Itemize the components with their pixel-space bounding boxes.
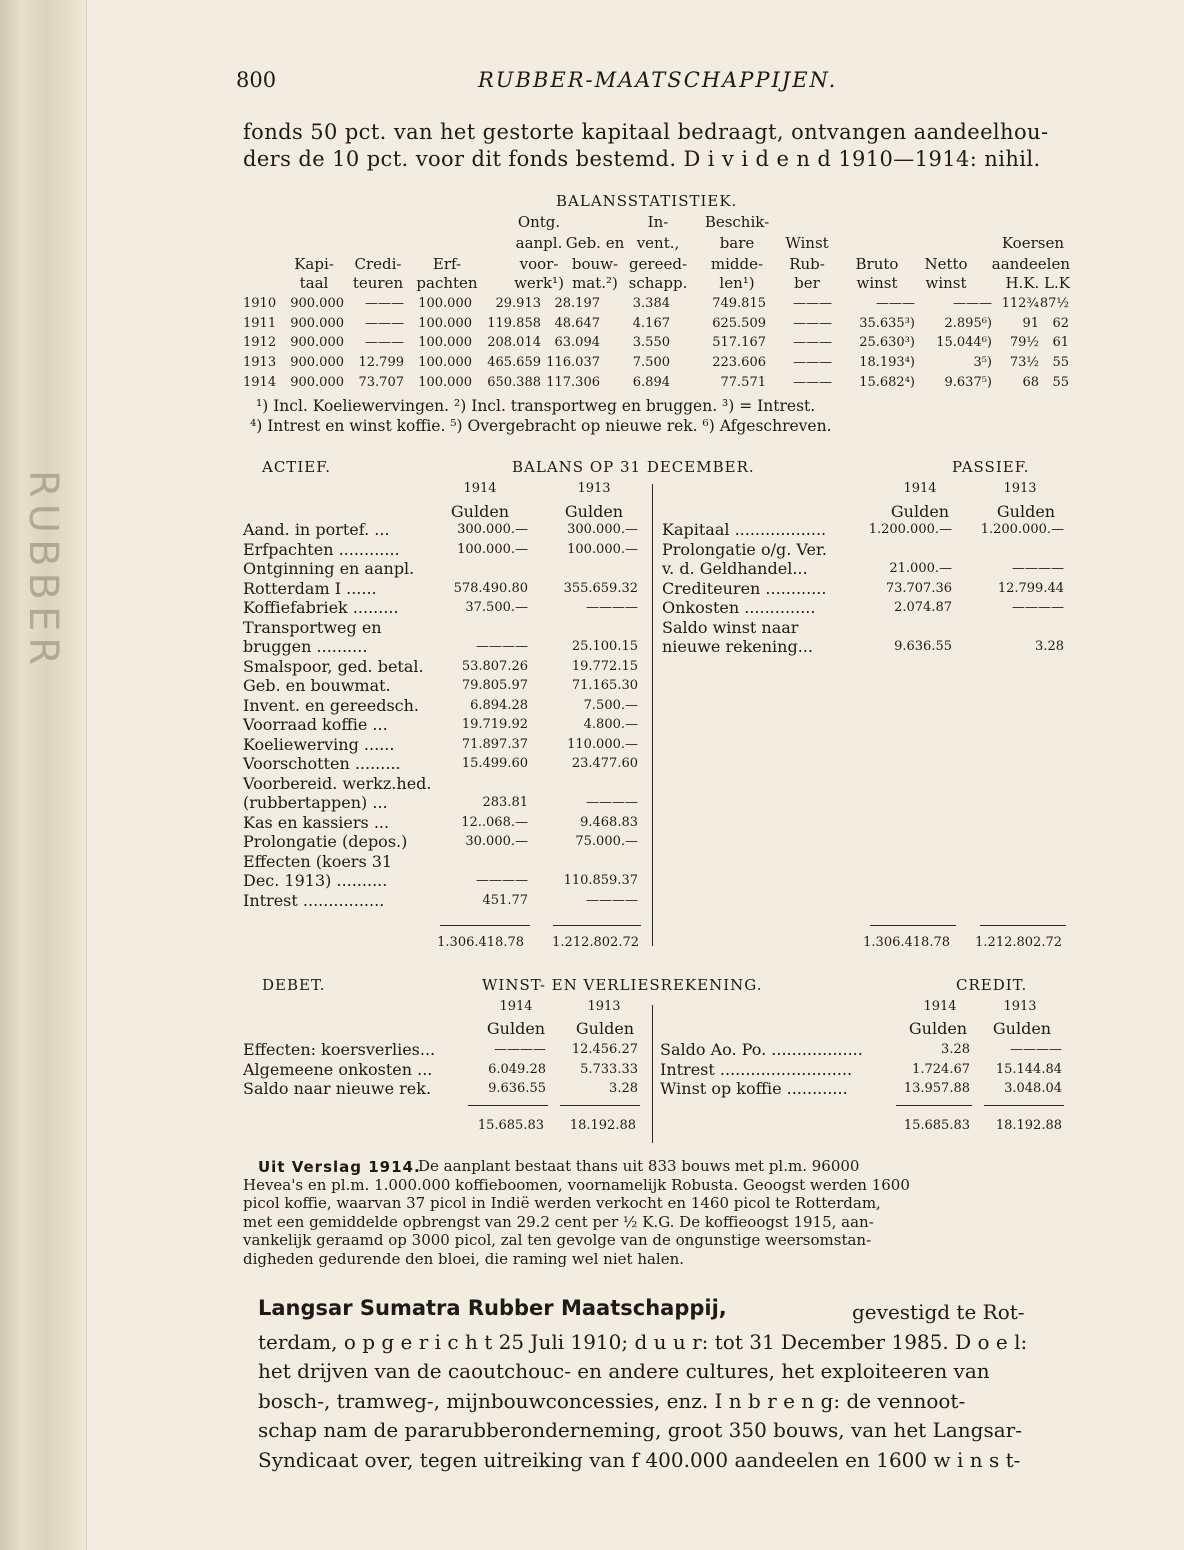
credit-1913: 15.144.84 <box>995 1061 1062 1077</box>
stats-header-ontginning: voor- <box>519 255 559 273</box>
stats-header-beschikbaar: Beschik- <box>704 213 770 231</box>
passief-label: nieuwe rekening... <box>662 637 813 656</box>
debet-1913: 12.456.27 <box>571 1042 638 1057</box>
passief-1913: 3.28 <box>1035 639 1064 654</box>
actief-1913: ———— <box>586 892 638 908</box>
stats-header-crediteuren: Credi- <box>354 255 402 273</box>
stats-cell-inventaris: 6.894 <box>632 374 670 390</box>
stats-cell-netto: 2.895⁶) <box>944 315 992 331</box>
actief-1914: 100.000.— <box>457 541 528 557</box>
passief-1914: 9.636.55 <box>894 639 952 654</box>
actief-unit: Gulden <box>564 502 624 521</box>
stats-header-bruto: winst <box>856 274 898 292</box>
stats-header-winst_rubber: Rub- <box>789 255 825 273</box>
passief-1913: 1.200.000.— <box>980 522 1064 537</box>
stats-cell-erfpachten: 100.000 <box>418 374 472 390</box>
debet-1914: 9.636.55 <box>488 1081 546 1096</box>
stats-header-inventaris: schapp. <box>628 274 688 292</box>
page-number: 800 <box>236 68 277 92</box>
actief-label: Voorraad koffie ... <box>243 715 388 734</box>
stats-cell-bruto: 15.682⁴) <box>859 374 915 390</box>
stats-cell-inventaris: 3.550 <box>632 335 670 351</box>
debet-label: Saldo naar nieuwe rek. <box>243 1079 432 1098</box>
actief-1914: 578.490.80 <box>453 580 528 596</box>
stats-cell-ontginning: 650.388 <box>487 374 541 390</box>
stats-header-erfpachten: Erf- <box>432 255 462 273</box>
stats-header-bruto: Bruto <box>855 255 899 273</box>
stats-header-kapitaal: taal <box>299 274 329 292</box>
stats-cell-lk: 61 <box>1052 335 1069 351</box>
actief-total-1913: 1.212.802.72 <box>552 935 639 950</box>
stats-cell-kapitaal: 900.000 <box>290 355 344 371</box>
stats-cell-beschikbaar: 223.606 <box>712 355 766 371</box>
stats-cell-lk: 87½ <box>1039 296 1069 311</box>
company-line: gevestigd te Rot- <box>852 1300 1025 1324</box>
stats-header-kapitaal: Kapi- <box>294 255 334 273</box>
stats-cell-inventaris: 4.167 <box>632 315 670 331</box>
actief-year-1914: 1914 <box>463 481 497 496</box>
passief-unit: Gulden <box>996 502 1056 521</box>
stats-cell-jaar: 1914 <box>243 374 277 390</box>
actief-total-rule <box>440 925 530 926</box>
stats-cell-kapitaal: 900.000 <box>290 296 344 311</box>
stats-cell-ontginning: 29.913 <box>495 296 541 311</box>
debet-total-rule <box>560 1105 640 1106</box>
stats-cell-lk: 55 <box>1052 355 1069 371</box>
stats-header-gebouwen: bouw- <box>571 255 619 273</box>
actief-1913: ———— <box>586 600 638 615</box>
actief-label: Invent. en gereedsch. <box>243 695 419 715</box>
stats-header-ontginning: werk¹) <box>514 274 564 292</box>
stats-cell-winst_rubber: ——— <box>793 335 832 351</box>
actief-1913: ———— <box>586 795 638 810</box>
actief-label: (rubbertappen) ... <box>243 793 388 812</box>
credit-title: CREDIT. <box>956 976 1028 994</box>
credit-label: Intrest .......................... <box>660 1059 853 1079</box>
passief-total-rule <box>870 925 956 926</box>
stats-header-crediteuren: teuren <box>352 274 404 292</box>
actief-1913: 9.468.83 <box>580 814 638 830</box>
stats-cell-winst_rubber: ——— <box>793 355 832 371</box>
credit-total-rule <box>984 1105 1064 1106</box>
stats-cell-crediteuren: ——— <box>365 315 404 331</box>
stats-cell-hk: 91 <box>1022 315 1039 331</box>
actief-label: bruggen .......... <box>243 637 368 656</box>
credit-label: Winst op koffie ............ <box>660 1079 848 1098</box>
actief-label: Prolongatie (depos.) <box>243 832 408 851</box>
stats-cell-ontginning: 208.014 <box>487 335 541 351</box>
actief-label: Effecten (koers 31 <box>243 851 393 871</box>
stats-header-ontginning: Ontg. <box>517 213 561 231</box>
stats-cell-hk: 68 <box>1022 374 1039 390</box>
credit-1914: 13.957.88 <box>903 1081 970 1096</box>
actief-1914: 71.897.37 <box>461 736 528 752</box>
stats-header-winst_rubber: Winst <box>785 234 829 252</box>
actief-label: Geb. en bouwmat. <box>243 676 391 695</box>
stats-cell-inventaris: 3.384 <box>632 296 670 311</box>
actief-title: ACTIEF. <box>262 458 332 476</box>
actief-1913: 110.000.— <box>567 736 638 752</box>
stats-cell-lk: 55 <box>1052 374 1069 390</box>
stats-cell-hk: 79½ <box>1009 335 1039 351</box>
report-line: digheden gedurende den bloei, die raming wel niet halen. <box>243 1250 685 1268</box>
passief-label: Crediteuren ............ <box>662 578 827 598</box>
stats-header-beschikbaar: midde- <box>710 255 764 273</box>
report-lead: Uit Verslag 1914. <box>258 1158 421 1176</box>
passief-label: v. d. Geldhandel... <box>662 559 808 578</box>
stats-cell-gebouwen: 28.197 <box>554 296 600 311</box>
winst-divider <box>652 1005 653 1143</box>
report-line: picol koffie, waarvan 37 picol in Indië werden verkocht en 1460 picol te Rotterdam, <box>243 1194 881 1213</box>
debet-1914: ———— <box>494 1042 546 1057</box>
debet-label: Effecten: koersverlies... <box>243 1040 436 1059</box>
actief-label: Voorschotten ......... <box>243 754 401 773</box>
actief-1914: 37.500.— <box>465 600 528 615</box>
stats-cell-erfpachten: 100.000 <box>418 335 472 351</box>
passief-1914: 2.074.87 <box>894 600 952 615</box>
debet-1914: 6.049.28 <box>488 1061 546 1077</box>
stats-cell-kapitaal: 900.000 <box>290 335 344 351</box>
debet-unit: Gulden <box>486 1019 546 1038</box>
intro-line: fonds 50 pct. van het gestorte kapitaal bedraagt, ontvangen aandeelhou- <box>243 120 1049 144</box>
passief-total-1913: 1.212.802.72 <box>975 935 1062 950</box>
actief-label: Smalspoor, ged. betal. <box>243 656 424 676</box>
actief-label: Rotterdam I ...... <box>243 578 377 598</box>
actief-1914: ———— <box>476 873 528 888</box>
stats-cell-erfpachten: 100.000 <box>418 355 472 371</box>
actief-1913: 19.772.15 <box>571 658 638 674</box>
passief-1913: ———— <box>1012 561 1064 576</box>
actief-label: Kas en kassiers ... <box>243 812 390 832</box>
stats-header-koersen: H.K. L.K <box>1005 274 1070 292</box>
stats-cell-crediteuren: ——— <box>365 296 404 311</box>
actief-label: Erfpachten ............ <box>243 539 400 559</box>
stats-cell-inventaris: 7.500 <box>632 355 670 371</box>
stats-cell-kapitaal: 900.000 <box>290 315 344 331</box>
passief-year-1914: 1914 <box>903 481 937 496</box>
passief-label: Kapitaal .................. <box>662 520 827 539</box>
actief-label: Ontginning en aanpl. <box>243 559 415 578</box>
credit-total-1914: 15.685.83 <box>903 1118 970 1133</box>
stats-header-inventaris: In- <box>647 213 669 231</box>
actief-unit: Gulden <box>450 502 510 521</box>
stats-header-netto: Netto <box>924 255 968 273</box>
passief-1913: 12.799.44 <box>997 580 1064 596</box>
stats-cell-jaar: 1913 <box>243 355 277 371</box>
stats-cell-erfpachten: 100.000 <box>418 315 472 331</box>
stats-header-ontginning: aanpl. <box>515 234 563 252</box>
stats-cell-lk: 62 <box>1052 315 1069 331</box>
stats-cell-netto: 3⁵) <box>973 355 992 371</box>
actief-1914: 300.000.— <box>457 522 528 537</box>
debet-1913: 3.28 <box>609 1081 638 1096</box>
stats-cell-jaar: 1911 <box>243 315 277 331</box>
stats-cell-winst_rubber: ——— <box>793 296 832 311</box>
actief-1914: 15.499.60 <box>461 756 528 771</box>
stats-cell-bruto: 35.635³) <box>859 315 915 331</box>
balans-divider <box>652 484 653 946</box>
stats-cell-netto: 15.044⁶) <box>936 335 992 351</box>
report-line: vankelijk geraamd op 3000 picol, zal ten gevolge van de ongunstige weersomstan- <box>243 1231 872 1250</box>
passief-label: Saldo winst naar <box>662 617 799 637</box>
actief-1913: 4.800.— <box>583 717 638 732</box>
stats-header-winst_rubber: ber <box>794 274 820 292</box>
actief-1914: 53.807.26 <box>461 658 528 674</box>
actief-1913: 110.859.37 <box>563 873 638 888</box>
actief-1914: 79.805.97 <box>461 678 528 693</box>
actief-1913: 23.477.60 <box>571 756 638 771</box>
actief-1914: 6.894.28 <box>470 697 528 713</box>
passief-label: Onkosten .............. <box>662 598 816 617</box>
stats-cell-hk: 73½ <box>1009 355 1039 371</box>
credit-unit: Gulden <box>992 1019 1052 1038</box>
stats-title: BALANSSTATISTIEK. <box>556 192 738 210</box>
stats-cell-hk: 112¾ <box>1001 296 1039 311</box>
debet-total-1914: 15.685.83 <box>477 1118 544 1133</box>
stats-cell-crediteuren: 73.707 <box>358 374 404 390</box>
passief-year-1913: 1913 <box>1003 481 1037 496</box>
stats-cell-winst_rubber: ——— <box>793 374 832 390</box>
credit-label: Saldo Ao. Po. .................. <box>660 1040 863 1059</box>
actief-label: Intrest ................ <box>243 890 385 910</box>
actief-1913: 100.000.— <box>567 541 638 557</box>
credit-1914: 1.724.67 <box>912 1061 970 1077</box>
actief-label: Koffiefabriek ......... <box>243 598 399 617</box>
passief-label: Prolongatie o/g. Ver. <box>662 539 827 559</box>
balans-title: BALANS OP 31 DECEMBER. <box>512 458 755 476</box>
debet-1913: 5.733.33 <box>580 1061 638 1077</box>
debet-title: DEBET. <box>262 976 326 994</box>
actief-1913: 71.165.30 <box>571 678 638 693</box>
stats-header-gebouwen: mat.²) <box>572 274 618 292</box>
stats-cell-bruto: 25.630³) <box>859 335 915 351</box>
actief-1914: ———— <box>476 639 528 654</box>
credit-unit: Gulden <box>908 1019 968 1038</box>
credit-year-1913: 1913 <box>1003 999 1037 1014</box>
actief-label: Transportweg en <box>243 617 382 637</box>
debet-total-1913: 18.192.88 <box>569 1118 636 1133</box>
stats-header-erfpachten: pachten <box>416 274 478 292</box>
actief-total-rule <box>553 925 641 926</box>
credit-year-1914: 1914 <box>923 999 957 1014</box>
passief-1914: 21.000.— <box>889 561 952 576</box>
stats-cell-kapitaal: 900.000 <box>290 374 344 390</box>
actief-label: Voorbereid. werkz.hed. <box>243 773 432 793</box>
actief-year-1913: 1913 <box>577 481 611 496</box>
stats-cell-crediteuren: 12.799 <box>358 355 404 371</box>
passief-title: PASSIEF. <box>952 458 1030 476</box>
stats-header-koersen: Koersen <box>1001 234 1064 252</box>
actief-1913: 25.100.15 <box>571 639 638 654</box>
stats-header-beschikbaar: len¹) <box>719 274 755 292</box>
stats-cell-gebouwen: 117.306 <box>546 374 600 390</box>
actief-1914: 19.719.92 <box>461 717 528 732</box>
actief-1914: 12..068.— <box>461 814 528 830</box>
passief-1914: 1.200.000.— <box>868 522 952 537</box>
debet-year-1914: 1914 <box>499 999 533 1014</box>
stats-cell-ontginning: 119.858 <box>487 315 541 331</box>
stats-cell-bruto: 18.193⁴) <box>859 355 915 371</box>
actief-1914: 283.81 <box>482 795 528 810</box>
stats-cell-jaar: 1912 <box>243 335 277 351</box>
stats-cell-beschikbaar: 517.167 <box>712 335 766 351</box>
footnote: ⁴) Intrest en winst koffie. ⁵) Overgebracht op nieuwe rek. ⁶) Afgeschreven. <box>250 417 832 435</box>
stats-cell-netto: ——— <box>953 296 992 311</box>
intro-line: ders de 10 pct. voor dit fonds bestemd. D i v i d e n d 1910—1914: nihil. <box>243 147 1041 171</box>
passief-1914: 73.707.36 <box>885 580 952 596</box>
actief-1913: 300.000.— <box>567 522 638 537</box>
report-line: De aanplant bestaat thans uit 833 bouws met pl.m. 96000 <box>418 1157 860 1175</box>
stats-cell-netto: 9.637⁵) <box>944 374 992 390</box>
stats-cell-beschikbaar: 749.815 <box>712 296 766 311</box>
edge-text: RUBBER <box>20 470 66 672</box>
stats-cell-crediteuren: ——— <box>365 335 404 351</box>
actief-total-1914: 1.306.418.78 <box>437 935 524 950</box>
report-line: Hevea's en pl.m. 1.000.000 koffieboomen, voornamelijk Robusta. Geoogst werden 1600 <box>243 1175 910 1194</box>
stats-cell-erfpachten: 100.000 <box>418 296 472 311</box>
stats-cell-ontginning: 465.659 <box>487 355 541 371</box>
actief-1914: 451.77 <box>482 892 528 908</box>
actief-1914: 30.000.— <box>465 834 528 849</box>
stats-header-inventaris: vent., <box>636 234 680 252</box>
actief-label: Dec. 1913) .......... <box>243 871 388 890</box>
actief-label: Aand. in portef. ... <box>243 520 390 539</box>
stats-header-netto: winst <box>925 274 967 292</box>
stats-cell-gebouwen: 63.094 <box>554 335 600 351</box>
passief-total-rule <box>980 925 1066 926</box>
actief-1913: 355.659.32 <box>563 580 638 596</box>
debet-unit: Gulden <box>575 1019 635 1038</box>
actief-1913: 75.000.— <box>575 834 638 849</box>
company-line: terdam, o p g e r i c h t 25 Juli 1910; d u u r: tot 31 December 1985. D o e l: <box>258 1329 1028 1354</box>
debet-total-rule <box>468 1105 548 1106</box>
actief-1913: 7.500.— <box>583 697 638 713</box>
actief-label: Koeliewerving ...... <box>243 734 395 754</box>
footnote: ¹) Incl. Koeliewervingen. ²) Incl. transportweg en bruggen. ³) = Intrest. <box>256 397 816 415</box>
stats-header-gebouwen: Geb. en <box>565 234 625 252</box>
stats-cell-beschikbaar: 625.509 <box>712 315 766 331</box>
credit-1914: 3.28 <box>941 1042 970 1057</box>
stats-cell-beschikbaar: 77.571 <box>720 374 766 390</box>
stats-header-inventaris: gereed- <box>628 255 688 273</box>
stats-cell-gebouwen: 116.037 <box>546 355 600 371</box>
credit-total-rule <box>896 1105 972 1106</box>
company-line: Syndicaat over, tegen uitreiking van f 400.000 aandeelen en 1600 w i n s t- <box>258 1447 1021 1472</box>
passief-total-1914: 1.306.418.78 <box>863 935 950 950</box>
passief-1913: ———— <box>1012 600 1064 615</box>
credit-1913: ———— <box>1010 1042 1062 1057</box>
debet-year-1913: 1913 <box>587 999 621 1014</box>
company-line: het drijven van de caoutchouc- en andere cultures, het exploiteeren van <box>258 1359 990 1383</box>
stats-cell-bruto: ——— <box>876 296 915 311</box>
debet-label: Algemeene onkosten ... <box>243 1059 433 1079</box>
company-line: bosch-, tramweg-, mijnbouwconcessies, enz. I n b r e n g: de vennoot- <box>258 1388 966 1413</box>
credit-total-1913: 18.192.88 <box>995 1118 1062 1133</box>
stats-cell-jaar: 1910 <box>243 296 277 311</box>
company-line: schap nam de pararubberonderneming, groot 350 bouws, van het Langsar- <box>258 1418 1022 1442</box>
stats-header-beschikbaar: bare <box>719 234 755 252</box>
passief-unit: Gulden <box>890 502 950 521</box>
stats-cell-gebouwen: 48.647 <box>554 315 600 331</box>
company-name: Langsar Sumatra Rubber Maatschappij, <box>258 1296 727 1320</box>
running-title: RUBBER-MAATSCHAPPIJEN. <box>478 68 838 92</box>
credit-1913: 3.048.04 <box>1004 1081 1062 1096</box>
stats-header-koersen: aandeelen <box>991 255 1070 273</box>
report-line: met een gemiddelde opbrengst van 29.2 cent per ½ K.G. De koffieoogst 1915, aan- <box>243 1212 874 1231</box>
stats-cell-winst_rubber: ——— <box>793 315 832 331</box>
winst-title: WINST- EN VERLIESREKENING. <box>482 976 763 994</box>
